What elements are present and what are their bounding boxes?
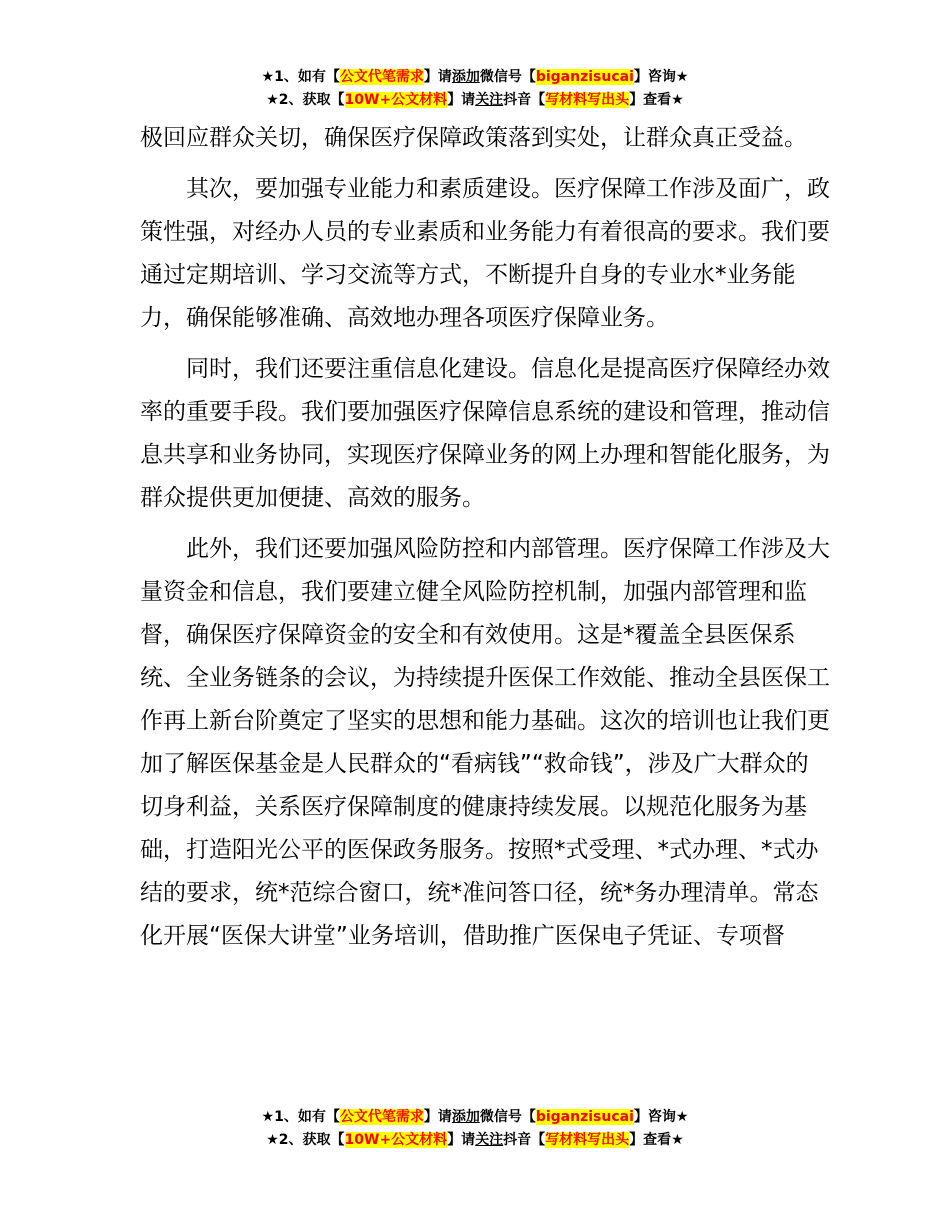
banner-line-2-suffix: 】查看★ bbox=[629, 92, 684, 108]
banner-line-2-mid-b: 抖音【 bbox=[503, 92, 546, 108]
banner-line-1 bbox=[0, 66, 950, 89]
banner-highlight-materials: 10W+公文材料 bbox=[344, 92, 448, 108]
banner-highlight-service: 公文代笔需求 bbox=[339, 69, 424, 85]
footer-highlight-douyin-account: 写材料写出头 bbox=[545, 1132, 630, 1148]
footer-underlined-add: 添加 bbox=[451, 1109, 480, 1125]
banner-line-1-mid-b: 微信号【 bbox=[479, 69, 536, 85]
banner-highlight-douyin-account: 写材料写出头 bbox=[545, 92, 630, 108]
paragraph-professional-capacity: 其次，要加强专业能力和素质建设。医疗保障工作涉及面广，政策性强，对经办人员的专业素质和业务能力有着很高的要求。我们要通过定期培训、学习交流等方式，不断提升自身的专业水*业务能力，确保能够准确、高效地办理各项医疗保障业务。 bbox=[140, 176, 830, 331]
footer-line-1-mid-b: 微信号【 bbox=[479, 1109, 536, 1125]
footer-line-2-suffix: 】查看★ bbox=[629, 1132, 684, 1148]
footer-banner bbox=[0, 1106, 950, 1152]
footer-line-1-mid-a: 】请 bbox=[423, 1109, 452, 1125]
footer-highlight-service: 公文代笔需求 bbox=[339, 1109, 424, 1125]
banner-line-1-prefix: ★1、如有【 bbox=[261, 69, 340, 85]
banner-underlined-add: 添加 bbox=[451, 69, 480, 85]
footer-line-2-mid-a: 】请 bbox=[447, 1132, 476, 1148]
paragraph-risk-control: 此外，我们还要加强风险防控和内部管理。医疗保障工作涉及大量资金和信息，我们要建立健全风险防控机制，加强内部管理和监督，确保医疗保障资金的安全和有效使用。这是*覆盖全县医保系统、全业务链条的会议，为持续提升医保工作效能、推动全县医保工作再上新台阶奠定了坚实的思想和能力基础。这次的培训也让我们更加了解医保基金是人民群众的“看病钱”“救命钱”，涉及广大群众的切身利益，关系医疗保障制度的健康持续发展。以规范化服务为基础，打造阳光公平的医保政务服务。按照*式受理、*式办理、*式办结的要求，统*范综合窗口，统*准问答口径，统*务办理清单。常态化开展“医保大讲堂”业务培训，借助推广医保电子凭证、专项督 bbox=[140, 536, 830, 949]
footer-line-1-suffix: 】咨询★ bbox=[633, 1109, 689, 1125]
footer-highlight-materials: 10W+公文材料 bbox=[344, 1132, 448, 1148]
header-banner bbox=[0, 66, 950, 112]
banner-line-1-suffix: 】咨询★ bbox=[633, 69, 689, 85]
banner-highlight-wechat-id: biganzisucai bbox=[535, 69, 634, 85]
document-body bbox=[140, 117, 830, 958]
banner-underlined-follow: 关注 bbox=[475, 92, 504, 108]
paragraph-informatization: 同时，我们还要注重信息化建设。信息化是提高医疗保障经办效率的重要手段。我们要加强医疗保障信息系统的建设和管理，推动信息共享和业务协同，实现医疗保障业务的网上办理和智能化服务，为群众提供更加便捷、高效的服务。 bbox=[140, 356, 830, 511]
banner-line-1-mid-a: 】请 bbox=[423, 69, 452, 85]
banner-line-2 bbox=[0, 89, 950, 112]
footer-highlight-wechat-id: biganzisucai bbox=[535, 1109, 634, 1125]
footer-banner-line-1 bbox=[0, 1106, 950, 1129]
banner-line-2-mid-a: 】请 bbox=[447, 92, 476, 108]
paragraph-continuation: 极回应群众关切，确保医疗保障政策落到实处，让群众真正受益。 bbox=[140, 125, 807, 151]
footer-underlined-follow: 关注 bbox=[475, 1132, 504, 1148]
footer-line-1-prefix: ★1、如有【 bbox=[261, 1109, 340, 1125]
footer-line-2-prefix: ★2、获取【 bbox=[266, 1132, 345, 1148]
footer-banner-line-2 bbox=[0, 1129, 950, 1152]
banner-line-2-prefix: ★2、获取【 bbox=[266, 92, 345, 108]
footer-line-2-mid-b: 抖音【 bbox=[503, 1132, 546, 1148]
